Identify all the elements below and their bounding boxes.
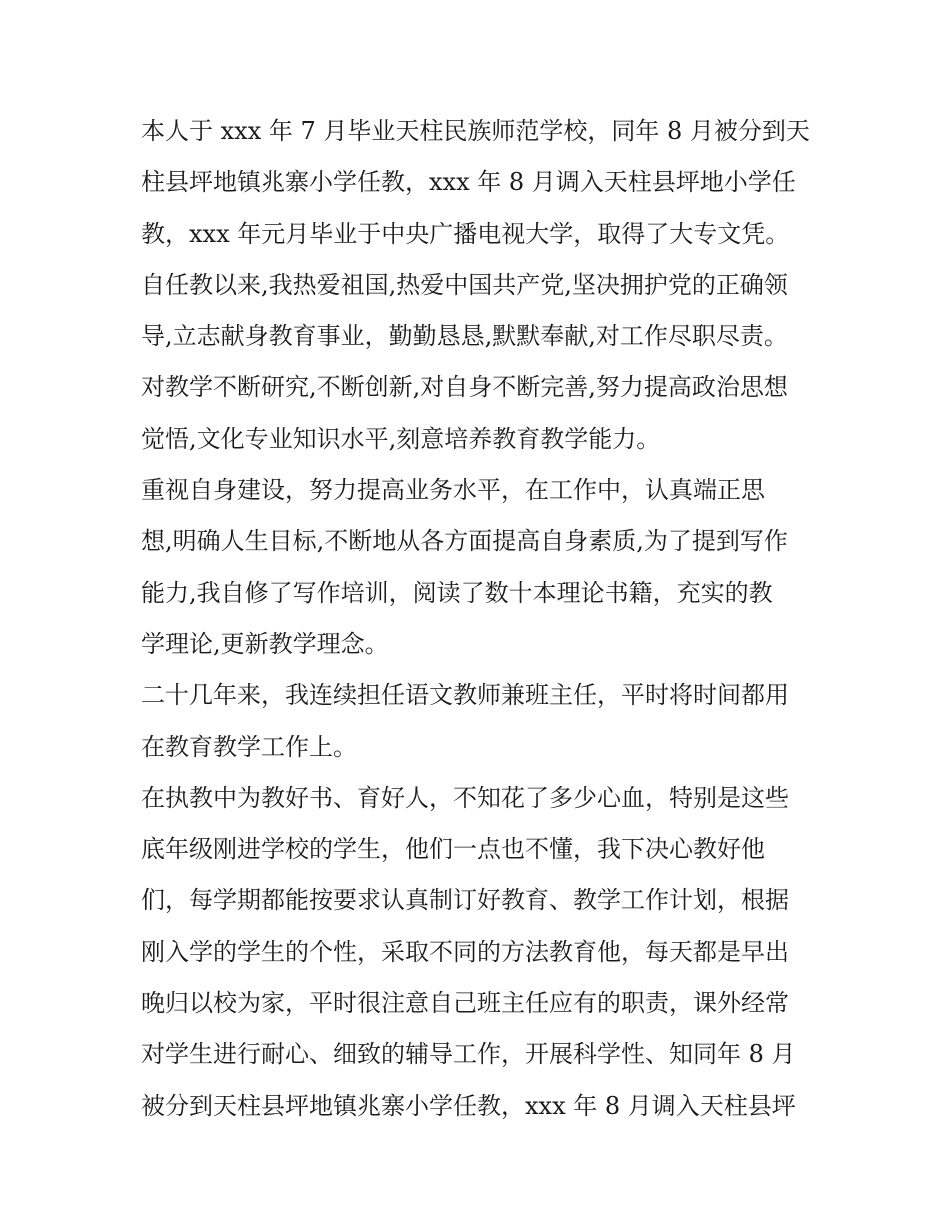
text-line: 柱县坪地镇兆寨小学任教，xxx 年 8 月调入天柱县坪地小学任 — [141, 168, 796, 197]
text-line: 教，xxx 年元月毕业于中央广播电视大学，取得了大专文凭。 — [141, 219, 790, 248]
text-line: 在执教中为教好书、育好人，不知花了多少心血，特别是这些 — [141, 783, 789, 812]
text-line: 们，每学期都能按要求认真制订好教育、教学工作计划，根据 — [141, 886, 789, 915]
text-line: 能力,我自修了写作培训，阅读了数十本理论书籍，充实的教 — [141, 578, 773, 607]
text-line: 被分到天柱县坪地镇兆寨小学任教，xxx 年 8 月调入天柱县坪 — [141, 1091, 796, 1120]
text-line: 学理论,更新教学理念。 — [141, 629, 389, 658]
text-line: 在教育教学工作上。 — [141, 732, 357, 761]
text-line: 底年级刚进学校的学生，他们一点也不懂，我下决心教好他 — [141, 835, 765, 864]
text-line: 晚归以校为家，平时很注意自己班主任应有的职责，课外经常 — [141, 989, 789, 1018]
text-line: 觉悟,文化专业知识水平,刻意培养教育教学能力。 — [141, 424, 661, 453]
text-line: 对教学不断研究,不断创新,对自身不断完善,努力提高政治思想 — [141, 373, 788, 402]
text-line: 对学生进行耐心、细致的辅导工作，开展科学性、知同年 8 月 — [141, 1040, 796, 1069]
text-line: 想,明确人生目标,不断地从各方面提高自身素质,为了提到写作 — [141, 527, 788, 556]
document-body — [141, 106, 821, 1132]
text-line: 刚入学的学生的个性，采取不同的方法教育他，每天都是早出 — [141, 937, 789, 966]
text-line: 导,立志献身教育事业，勤勤恳恳,默默奉献,对工作尽职尽责。 — [141, 322, 788, 351]
text-line: 二十几年来，我连续担任语文教师兼班主任，平时将时间都用 — [141, 681, 789, 710]
text-line: 自任教以来,我热爱祖国,热爱中国共产党,坚决拥护党的正确领 — [141, 270, 788, 299]
text-line: 重视自身建设，努力提高业务水平，在工作中，认真端正思 — [141, 476, 765, 505]
text-line: 本人于 xxx 年 7 月毕业天柱民族师范学校，同年 8 月被分到天 — [141, 117, 810, 145]
